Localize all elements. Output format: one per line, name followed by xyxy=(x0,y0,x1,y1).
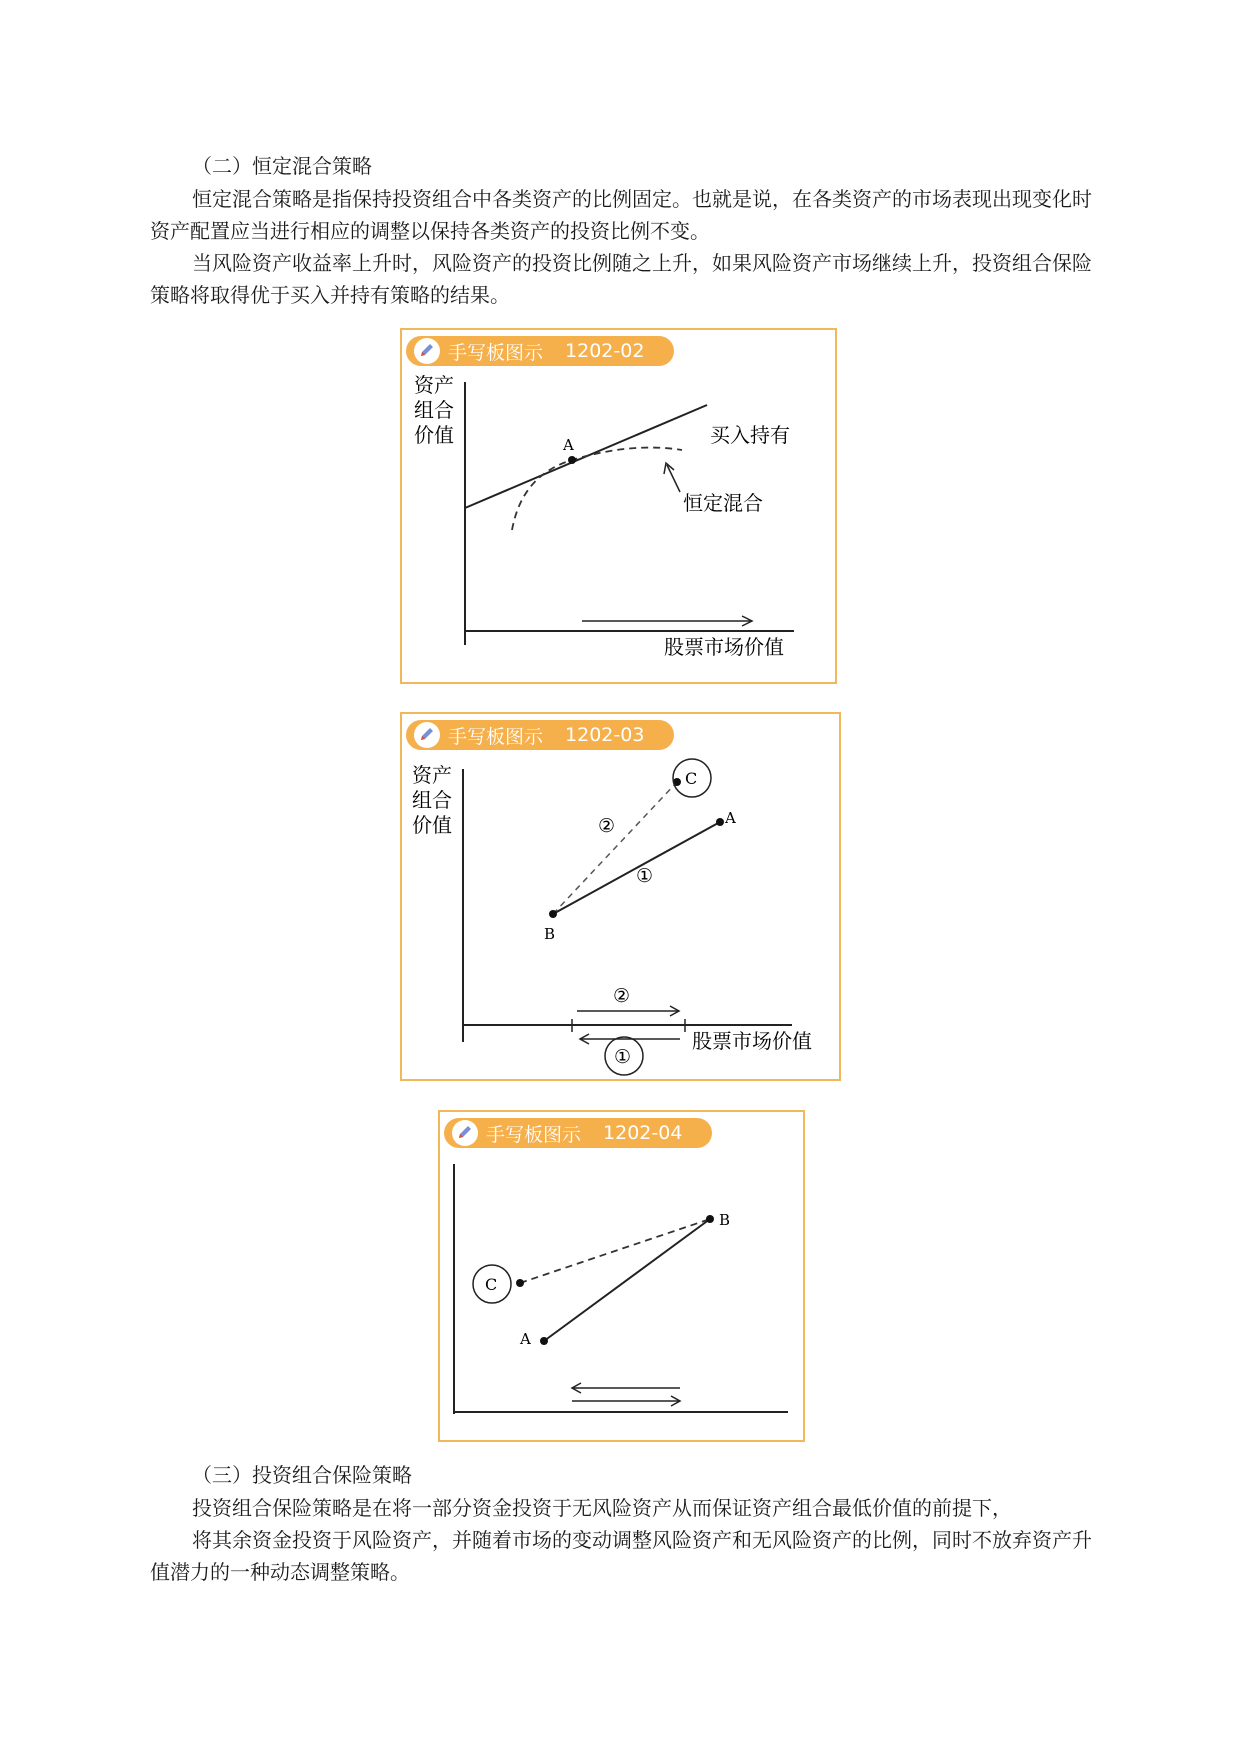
line-c-b xyxy=(520,1219,710,1283)
point-c-label: C xyxy=(685,769,698,788)
point-a xyxy=(568,456,576,464)
y-label-2: 组合 xyxy=(414,398,454,422)
line-a-b xyxy=(544,1219,710,1341)
point-b-label: B xyxy=(719,1211,731,1229)
figure-1202-04 xyxy=(438,1110,805,1442)
y-label-3: 价值 xyxy=(414,423,454,447)
chart-1202-04 xyxy=(440,1112,803,1440)
figure-tag-label: 手写板图示 xyxy=(486,1123,582,1146)
paragraph: 投资组合保险策略是在将一部分资金投资于无风险资产从而保证资产组合最低价值的前提下， xyxy=(192,1496,1012,1520)
point-b xyxy=(549,910,557,918)
buy-and-hold-label: 买入持有 xyxy=(710,423,790,447)
point-b-label: B xyxy=(544,925,556,943)
y-label-3: 价值 xyxy=(412,813,452,837)
figure-1202-02 xyxy=(400,328,837,684)
paragraph: 将其余资金投资于风险资产，并随着市场的变动调整风险资产和无风险资产的比例，同时不放弃资产升值潜力的一种动态调整策略。 xyxy=(150,1528,1092,1584)
section-heading-2: （二）恒定混合策略 xyxy=(192,154,372,178)
chart-1202-03 xyxy=(402,714,839,1079)
line-2-label: ② xyxy=(598,815,616,837)
section-heading-3: （三）投资组合保险策略 xyxy=(192,1463,412,1487)
y-label-2: 组合 xyxy=(412,788,452,812)
mark-2-label: ② xyxy=(613,985,631,1007)
figure-code: 1202-04 xyxy=(603,1122,683,1144)
figure-tag-label: 手写板图示 xyxy=(448,725,544,748)
point-a-label: A xyxy=(725,809,736,827)
point-c-label: C xyxy=(485,1275,498,1294)
constant-mix-label: 恒定混合 xyxy=(683,491,763,515)
mark-1-label: ① xyxy=(614,1046,632,1068)
point-a xyxy=(540,1337,548,1345)
figure-code: 1202-03 xyxy=(565,724,645,746)
point-b xyxy=(706,1215,714,1223)
point-c xyxy=(516,1279,524,1287)
chart-1202-02 xyxy=(402,330,835,682)
y-label-1: 资产 xyxy=(412,763,452,787)
figure-tag-label: 手写板图示 xyxy=(448,341,544,364)
paragraph: 恒定混合策略是指保持投资组合中各类资产的比例固定。也就是说，在各类资产的市场表现出现变化时资产配置应当进行相应的调整以保持各类资产的投资比例不变。 xyxy=(150,187,1092,243)
paragraph: 当风险资产收益率上升时，风险资产的投资比例随之上升，如果风险资产市场继续上升，投资组合保险策略将取得优于买入并持有策略的结果。 xyxy=(150,251,1092,307)
figure-code: 1202-02 xyxy=(565,340,645,362)
line-1-label: ① xyxy=(636,865,654,887)
point-a-label: A xyxy=(520,1330,531,1348)
x-axis-label: 股票市场价值 xyxy=(664,635,784,659)
point-a xyxy=(716,818,724,826)
line-b-c xyxy=(553,782,677,914)
constant-mix-curve xyxy=(512,448,682,530)
x-axis-label: 股票市场价值 xyxy=(692,1029,812,1053)
figure-1202-03 xyxy=(400,712,841,1081)
point-a-label: A xyxy=(563,436,574,454)
y-label-1: 资产 xyxy=(414,373,454,397)
